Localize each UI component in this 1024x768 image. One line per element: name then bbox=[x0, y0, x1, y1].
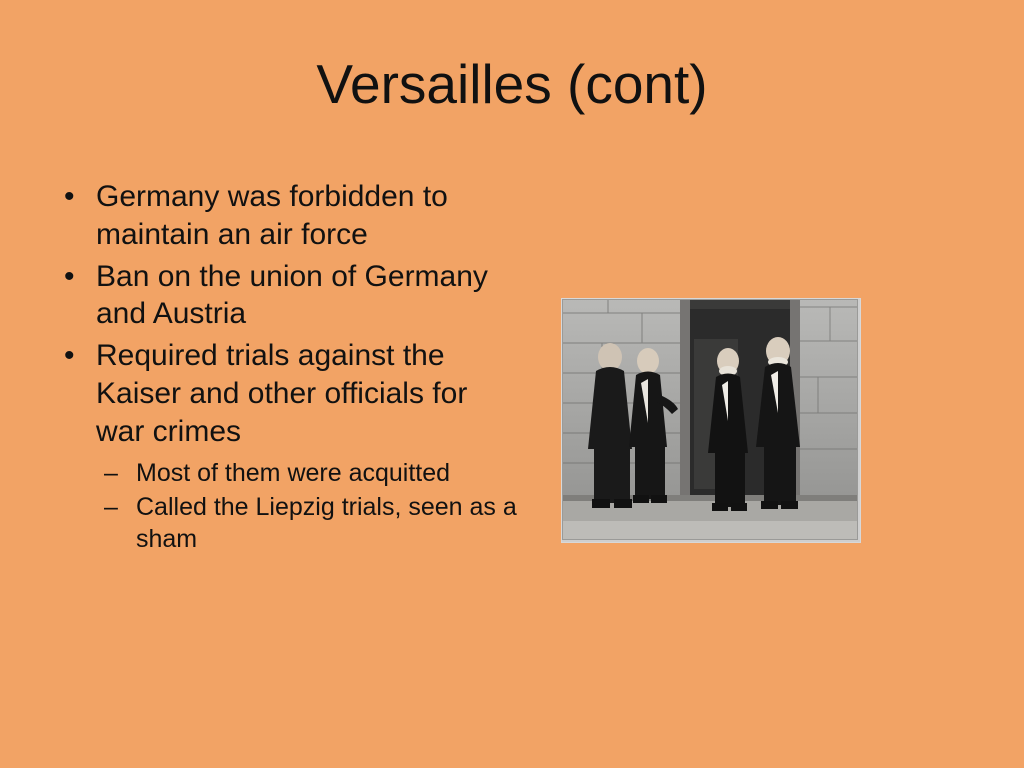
sub-list-item bbox=[96, 457, 522, 489]
list-item-text: Required trials against the Kaiser and other officials for war crimes bbox=[96, 339, 468, 448]
list-item-text: Ban on the union of Germany and Austria bbox=[96, 259, 488, 331]
dash-marker: – bbox=[104, 492, 118, 521]
list-item-text: Germany was forbidden to maintain an air force bbox=[96, 180, 448, 251]
page-title: Versailles (cont) bbox=[316, 53, 708, 115]
sub-list-item bbox=[96, 491, 522, 555]
sub-list-item-text: Most of them were acquitted bbox=[136, 458, 451, 487]
list-item bbox=[52, 337, 522, 554]
bullet-marker: • bbox=[64, 180, 75, 213]
dash-marker: – bbox=[104, 458, 118, 487]
slide-body bbox=[52, 178, 522, 559]
list-item bbox=[52, 258, 522, 334]
bullet-marker: • bbox=[64, 339, 75, 373]
sub-list-item-text: Called the Liepzig trials, seen as a sham bbox=[136, 492, 517, 553]
historic-photo-four-statesmen bbox=[561, 298, 861, 543]
sub-bullet-list bbox=[96, 457, 522, 555]
list-item bbox=[52, 178, 522, 254]
bullet-list bbox=[52, 178, 522, 555]
bullet-marker: • bbox=[64, 259, 75, 293]
